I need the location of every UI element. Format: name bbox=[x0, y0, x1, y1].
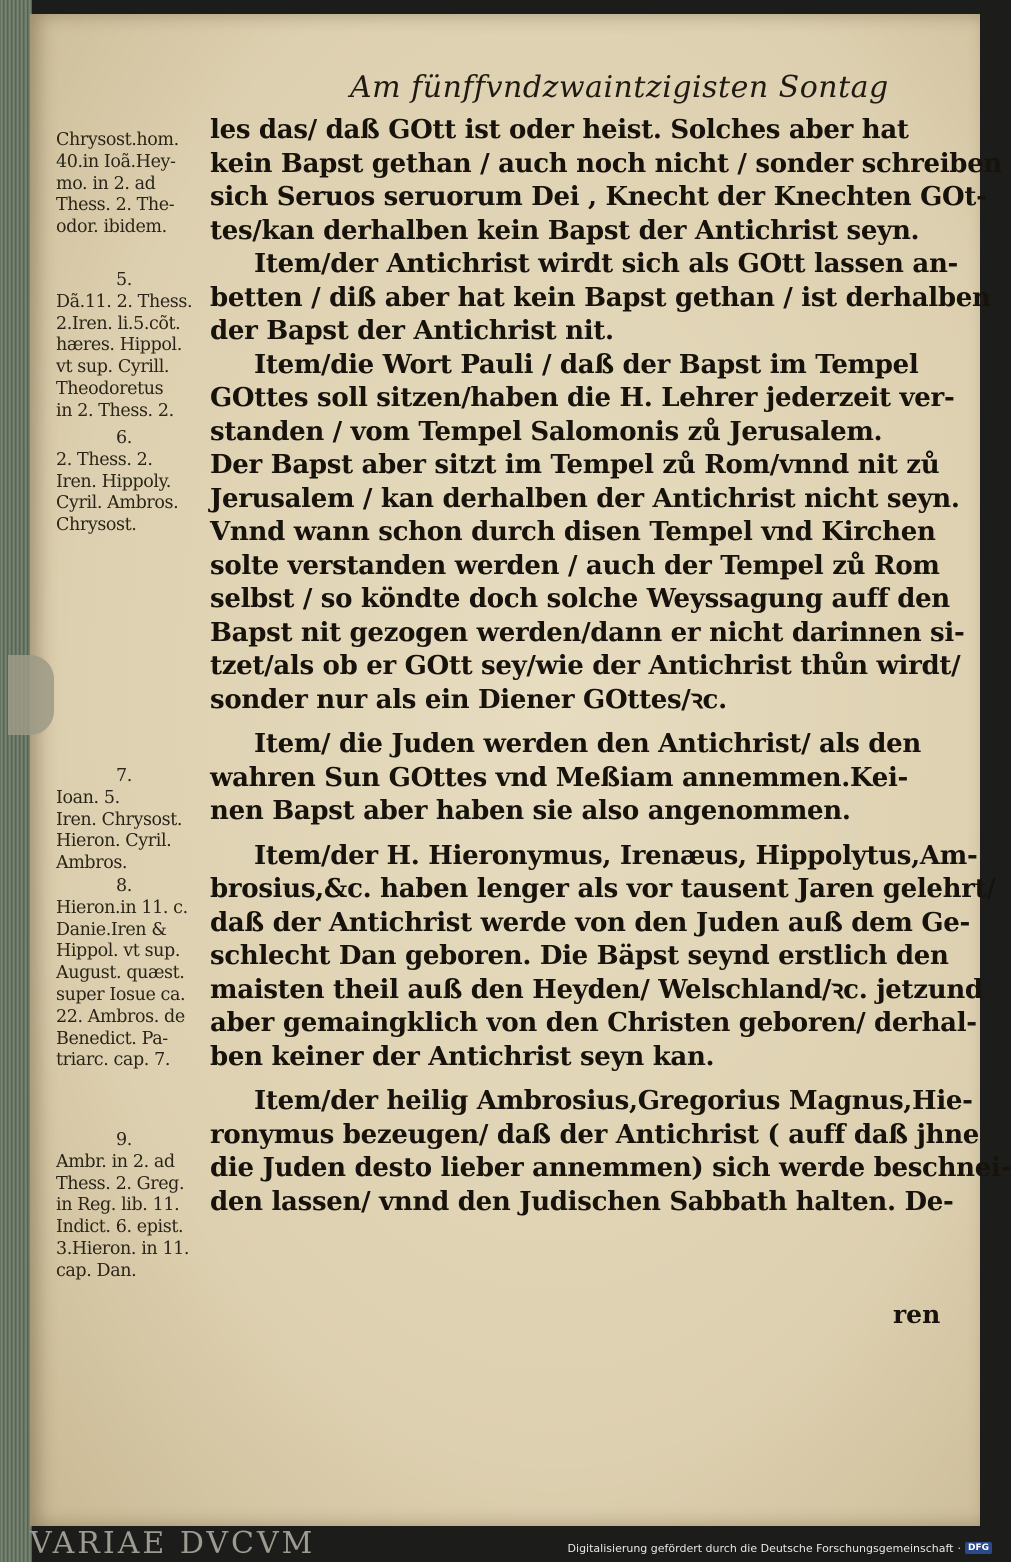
margin-note-line: Thess. 2. Greg. bbox=[56, 1173, 185, 1194]
margin-note-line: 2.Iren. li.5.cõt. bbox=[56, 313, 181, 334]
margin-note-line: Ambros. bbox=[56, 853, 128, 874]
text-line: solte verstanden werden / auch der Tempel zů Rom bbox=[210, 550, 940, 581]
margin-note-line: 3.Hieron. in 11. bbox=[56, 1238, 190, 1259]
margin-note-line: Iren. Chrysost. bbox=[56, 809, 183, 830]
margin-note-line: Cyril. Ambros. bbox=[56, 493, 179, 514]
margin-note-line: Chrysost.hom. bbox=[56, 130, 179, 150]
text-line: Item/der heilig Ambrosius,Gregorius Magnus,Hie- bbox=[254, 1086, 973, 1116]
margin-note bbox=[56, 130, 232, 239]
text-line: sonder nur als ein Diener GOttes/ꝛc. bbox=[210, 684, 727, 715]
text-line: Der Bapst aber sitzt im Tempel zů Rom/vnnd nit zů bbox=[210, 450, 940, 480]
margin-note-line: Ambr. in 2. ad bbox=[56, 1151, 175, 1172]
text-line: selbst / so köndte doch solche Weyssagung auff den bbox=[210, 584, 950, 614]
margin-note-line: in Reg. lib. 11. bbox=[56, 1195, 180, 1216]
margin-note-line: Iren. Hippoly. bbox=[56, 471, 171, 492]
text-line: die Juden desto lieber annemmen) sich werde beschnei- bbox=[210, 1153, 1011, 1183]
margin-note-line: Hieron.in 11. c. bbox=[56, 897, 188, 918]
margin-note-line: Indict. 6. epist. bbox=[56, 1217, 184, 1238]
paragraph bbox=[210, 114, 1003, 248]
margin-note-line: vt sup. Cyrill. bbox=[56, 357, 170, 378]
margin-note-line: mo. in 2. ad bbox=[56, 173, 156, 194]
text-line: der Bapst der Antichrist nit. bbox=[210, 316, 614, 346]
text-line: brosius,&c. haben lenger als vor tausent Jaren gelehrt/ bbox=[210, 874, 996, 904]
bleed-through-text: VARIAE DVCVM bbox=[30, 1526, 316, 1561]
margin-note-line: in 2. Thess. 2. bbox=[56, 400, 174, 421]
margin-note-line: Danie.Iren & bbox=[56, 919, 167, 940]
margin-note-line: 2. Thess. 2. bbox=[56, 449, 153, 470]
margin-note-line: Hieron. Cyril. bbox=[56, 831, 172, 852]
bookmark-tab bbox=[8, 655, 54, 735]
text-line: daß der Antichrist werde von den Juden auß dem Ge- bbox=[210, 907, 971, 938]
text-line: den lassen/ vnnd den Judischen Sabbath halten. De- bbox=[210, 1186, 954, 1217]
margin-note-line: Chrysost. bbox=[56, 515, 137, 536]
text-line: Vnnd wann schon durch disen Tempel vnd Kirchen bbox=[210, 517, 936, 547]
margin-note-line: triarc. cap. 7. bbox=[56, 1050, 170, 1071]
text-line: Item/der H. Hieronymus, Irenæus, Hippolytus,Am- bbox=[254, 840, 978, 871]
text-line: tzet/als ob er GOtt sey/wie der Antichrist thůn wirdt/ bbox=[210, 651, 961, 681]
text-line: les das/ daß GOtt ist oder heist. Solches aber hat bbox=[210, 115, 909, 145]
margin-note-line: super Iosue ca. bbox=[56, 984, 186, 1005]
margin-note-line: Ioan. 5. bbox=[56, 787, 120, 808]
margin-note bbox=[56, 766, 232, 875]
text-line: Jerusalem / kan derhalben der Antichrist nicht seyn. bbox=[210, 483, 960, 514]
text-line: schlecht Dan geboren. Die Bäpst seynd erstlich den bbox=[210, 941, 949, 971]
margin-note-number: 6. bbox=[116, 428, 132, 448]
text-line: ben keiner der Antichrist seyn kan. bbox=[210, 1041, 715, 1072]
text-line: Item/ die Juden werden den Antichrist/ als den bbox=[254, 729, 921, 759]
margin-note-number: 9. bbox=[116, 1130, 132, 1150]
digitization-credit: Digitalisierung gefördert durch die Deutsche Forschungsgemeinschaft · DFG bbox=[568, 1540, 992, 1556]
paragraph bbox=[210, 349, 965, 718]
text-line: sich Seruos seruorum Dei , Knecht der Knechten GOt- bbox=[210, 182, 987, 212]
margin-note-line: Dã.11. 2. Thess. bbox=[56, 291, 193, 312]
text-line: standen / vom Tempel Salomonis zů Jerusalem. bbox=[210, 416, 883, 447]
book-edge bbox=[0, 0, 32, 1562]
text-line: GOttes soll sitzen/haben die H. Lehrer jederzeit ver- bbox=[210, 383, 955, 413]
text-line: ronymus bezeugen/ daß der Antichrist ( auff daß jhne bbox=[210, 1119, 980, 1150]
margin-note-line: odor. ibidem. bbox=[56, 217, 167, 238]
text-line: aber gemaingklich von den Christen geboren/ derhal- bbox=[210, 1008, 977, 1038]
running-head: Am fünffvndzwaintzigisten Sontag bbox=[350, 70, 889, 105]
margin-note-number: 5. bbox=[116, 270, 132, 290]
paragraph bbox=[210, 840, 996, 1075]
margin-note-line: 40.in Ioã.Hey- bbox=[56, 151, 176, 172]
margin-note-line: cap. Dan. bbox=[56, 1260, 137, 1281]
margin-note-number: 7. bbox=[116, 766, 132, 786]
margin-note-line: 22. Ambros. de bbox=[56, 1006, 185, 1027]
catchword: ren bbox=[893, 1300, 941, 1329]
margin-note-line: Theodoretus bbox=[56, 378, 164, 399]
text-line: Item/der Antichrist wirdt sich als GOtt lassen an- bbox=[254, 249, 959, 279]
text-line: kein Bapst gethan / auch noch nicht / sonder schreiben bbox=[210, 148, 1003, 179]
margin-note-line: Hippol. vt sup. bbox=[56, 941, 181, 962]
margin-note bbox=[56, 270, 232, 423]
margin-note-line: August. quæst. bbox=[56, 963, 185, 984]
dfg-logo-icon: DFG bbox=[965, 1542, 992, 1554]
text-line: Item/die Wort Pauli / daß der Bapst im Tempel bbox=[254, 349, 919, 380]
paragraph bbox=[210, 1085, 1011, 1219]
margin-note-line: Thess. 2. The- bbox=[56, 195, 175, 216]
text-line: nen Bapst aber haben sie also angenommen. bbox=[210, 796, 851, 826]
margin-note bbox=[56, 876, 232, 1072]
margin-note-line: hæres. Hippol. bbox=[56, 335, 182, 356]
body-text bbox=[210, 114, 1011, 1219]
margin-note-line: Benedict. Pa- bbox=[56, 1028, 168, 1049]
text-line: maisten theil auß den Heyden/ Welschland/ꝛc. jetzund bbox=[210, 974, 983, 1005]
paragraph bbox=[210, 728, 922, 829]
margin-note bbox=[56, 428, 232, 537]
text-line: betten / diß aber hat kein Bapst gethan / ist derhalben bbox=[210, 282, 991, 313]
text-line: wahren Sun GOttes vnd Meßiam annemmen.Kei- bbox=[210, 762, 909, 793]
credit-text: Digitalisierung gefördert durch die Deutsche Forschungsgemeinschaft bbox=[567, 1541, 954, 1555]
margin-note-number: 8. bbox=[116, 876, 132, 896]
paragraph bbox=[210, 248, 991, 349]
margin-note bbox=[56, 1130, 232, 1283]
text-line: tes/kan derhalben kein Bapst der Antichrist seyn. bbox=[210, 215, 920, 246]
text-line: Bapst nit gezogen werden/dann er nicht darinnen si- bbox=[210, 617, 965, 648]
